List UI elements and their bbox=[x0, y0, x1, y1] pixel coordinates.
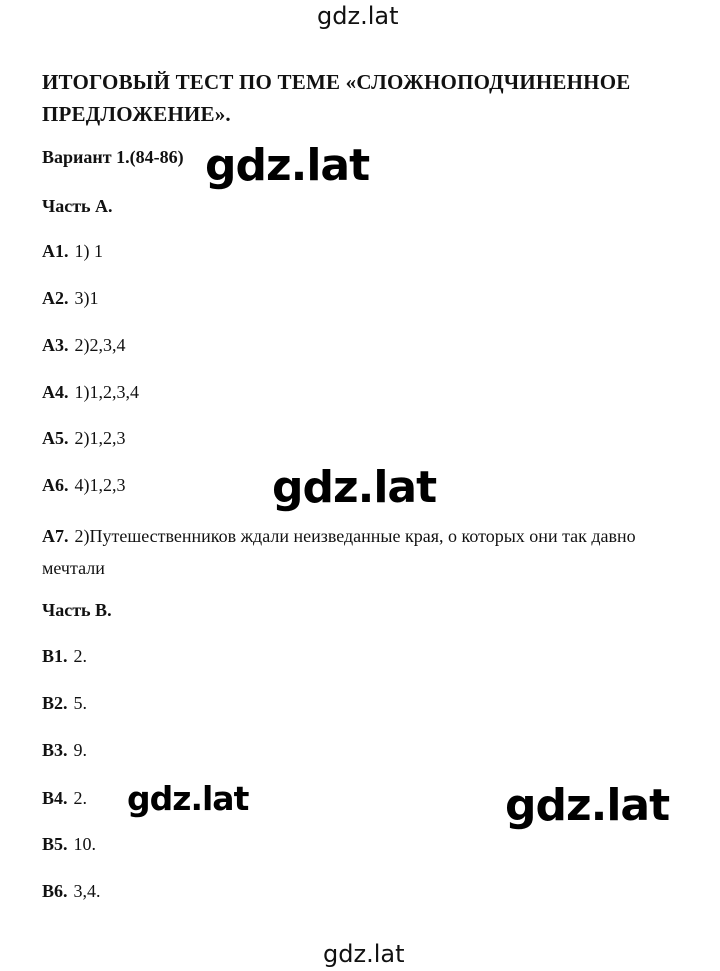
page-title: ИТОГОВЫЙ ТЕСТ ПО ТЕМЕ «СЛОЖНОПОДЧИНЕННОЕ ПРЕДЛОЖЕНИЕ». bbox=[42, 70, 631, 126]
watermark-right: gdz.lat bbox=[505, 780, 670, 831]
answer-b3 bbox=[42, 740, 87, 761]
answer-label: А6. bbox=[42, 475, 69, 495]
answer-value: 10. bbox=[73, 834, 97, 854]
answer-value: 2)2,3,4 bbox=[74, 335, 126, 355]
answer-value: 2. bbox=[73, 646, 88, 666]
answer-value: 2)Путешественников ждали неизведанные края, о которых они так давно мечтали bbox=[42, 526, 636, 578]
answer-b4 bbox=[42, 788, 87, 809]
answer-label: В5. bbox=[42, 834, 68, 854]
watermark-small: gdz.lat bbox=[127, 779, 249, 818]
answer-label: А7. bbox=[42, 526, 69, 546]
answer-a5 bbox=[42, 428, 126, 449]
answer-value: 3,4. bbox=[73, 881, 101, 901]
answer-a3 bbox=[42, 335, 126, 356]
watermark-mid-2: gdz.lat bbox=[272, 462, 437, 513]
answer-value: 4)1,2,3 bbox=[74, 475, 126, 495]
answer-value: 5. bbox=[73, 693, 88, 713]
answer-label: А5. bbox=[42, 428, 69, 448]
answer-value: 2. bbox=[73, 788, 88, 808]
watermark-bottom: gdz.lat bbox=[323, 940, 405, 968]
answer-label: А1. bbox=[42, 241, 69, 261]
answer-a6 bbox=[42, 475, 126, 496]
answer-value: 3)1 bbox=[74, 288, 99, 308]
answer-label: В3. bbox=[42, 740, 68, 760]
part-a-heading: Часть А. bbox=[42, 196, 113, 216]
answer-b5 bbox=[42, 834, 96, 855]
variant-heading: Вариант 1.(84-86) bbox=[42, 147, 184, 167]
answer-a1 bbox=[42, 241, 103, 262]
answer-value: 2)1,2,3 bbox=[74, 428, 126, 448]
answer-value: 1) 1 bbox=[74, 241, 103, 261]
answer-value: 1)1,2,3,4 bbox=[74, 382, 139, 402]
answer-a4 bbox=[42, 382, 139, 403]
answer-label: В6. bbox=[42, 881, 68, 901]
answer-label: В4. bbox=[42, 788, 68, 808]
answer-b2 bbox=[42, 693, 87, 714]
answer-label: А3. bbox=[42, 335, 69, 355]
answer-b6 bbox=[42, 881, 101, 902]
watermark-mid-1: gdz.lat bbox=[205, 140, 370, 191]
answer-label: А4. bbox=[42, 382, 69, 402]
answer-label: В2. bbox=[42, 693, 68, 713]
answer-b1 bbox=[42, 646, 87, 667]
part-b-heading: Часть В. bbox=[42, 600, 112, 620]
answer-a7 bbox=[42, 520, 692, 584]
answer-label: А2. bbox=[42, 288, 69, 308]
answer-label: В1. bbox=[42, 646, 68, 666]
answer-a2 bbox=[42, 288, 99, 309]
answer-value: 9. bbox=[73, 740, 88, 760]
watermark-top: gdz.lat bbox=[317, 2, 399, 30]
